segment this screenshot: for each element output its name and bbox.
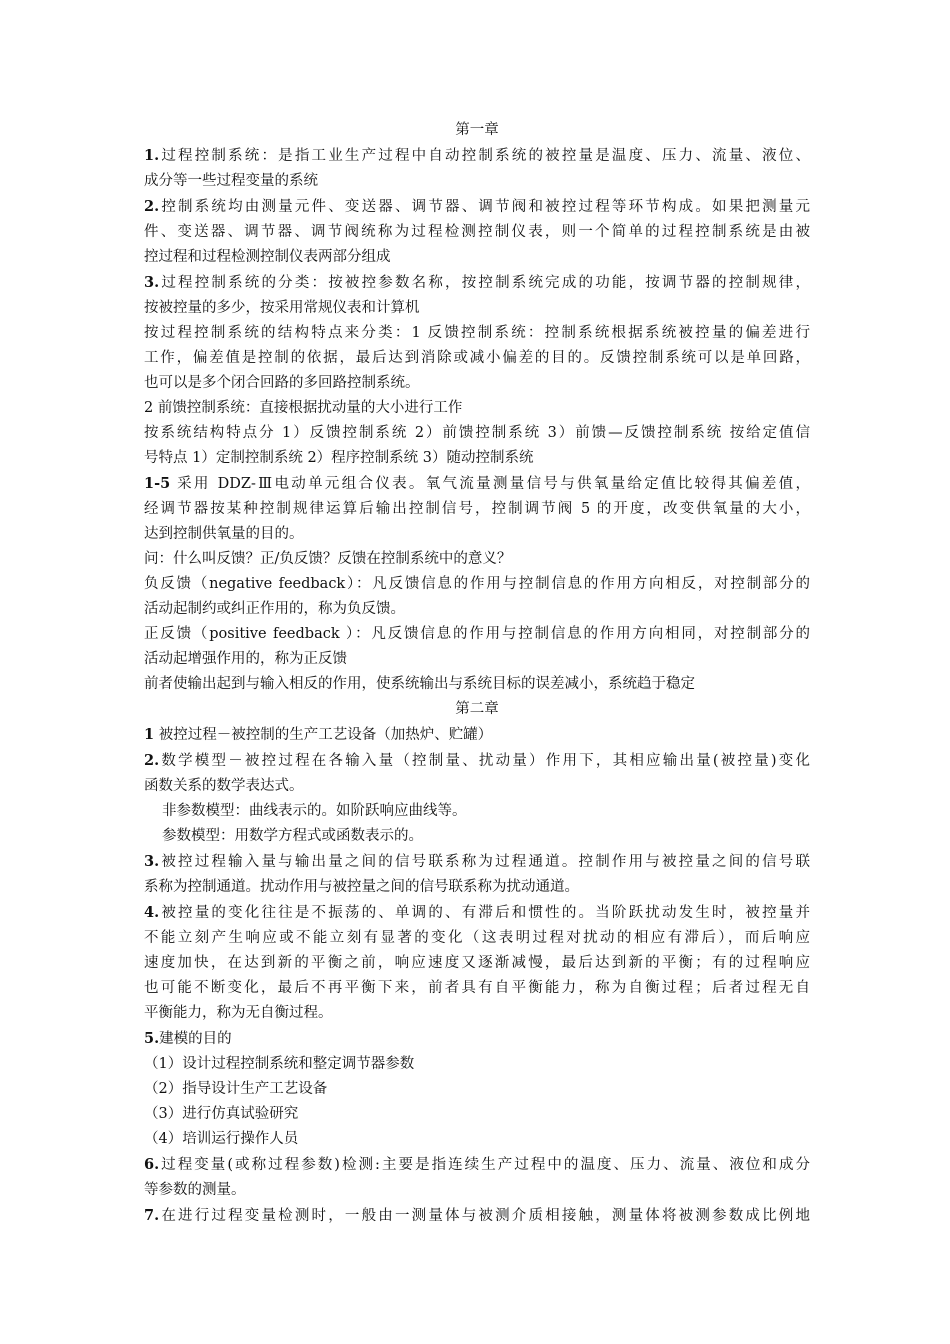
item-number: 1. [144, 147, 160, 164]
paragraph-line: 1-5 采用 DDZ-Ⅲ电动单元组合仪表。氧气流量测量信号与供氧量给定值比较得其偏差值， [144, 475, 810, 492]
paragraph-line: 函数关系的数学表达式。 [144, 778, 304, 794]
paragraph-line: 成分等一些过程变量的系统 [144, 173, 318, 189]
item-number: 2. [144, 198, 160, 215]
paragraph-line: 负反馈（negative feedback）：凡反馈信息的作用与控制信息的作用方向相反，对控制部分的 [144, 576, 810, 592]
item-number: 6. [144, 1156, 160, 1173]
item-number: 1 [144, 726, 155, 743]
paragraph-line: 正反馈（positive feedback ）：凡反馈信息的作用与控制信息的作用方向相同，对控制部分的 [144, 626, 810, 642]
item-number: 3. [144, 274, 160, 291]
paragraph-line: 等参数的测量。 [144, 1182, 246, 1198]
paragraph-line: 4.被控量的变化往往是不振荡的、单调的、有滞后和惯性的。当阶跃扰动发生时，被控量并 [144, 904, 810, 921]
paragraph-line: 2 前馈控制系统：直接根据扰动量的大小进行工作 [144, 400, 463, 416]
item-number: 5. [144, 1030, 160, 1047]
document-page [144, 118, 810, 1229]
paragraph-line: 系称为控制通道。扰动作用与被控量之间的信号联系称为扰动通道。 [144, 879, 579, 895]
item-number: 2. [144, 752, 160, 769]
paragraph-line: 6.过程变量(或称过程参数)检测:主要是指连续生产过程中的温度、压力、流量、液位和成分 [144, 1156, 810, 1173]
paragraph-line: 平衡能力，称为无自衡过程。 [144, 1005, 333, 1021]
paragraph-line: 7.在进行过程变量检测时，一般由一测量体与被测介质相接触，测量体将被测参数成比例地 [144, 1207, 810, 1224]
list-item: （1）设计过程控制系统和整定调节器参数 [144, 1056, 415, 1072]
item-number: 1-5 [144, 475, 171, 492]
paragraph-line: 控过程和过程检测控制仪表两部分组成 [144, 249, 391, 265]
paragraph-line: 5.建模的目的 [144, 1030, 232, 1047]
item-number: 7. [144, 1207, 160, 1224]
paragraph-line: 也可能不断变化，最后不再平衡下来，前者具有自平衡能力，称为自衡过程；后者过程无自 [144, 980, 810, 996]
paragraph-line: 按系统结构特点分 1）反馈控制系统 2）前馈控制系统 3）前馈—反馈控制系统 按给定值信 [144, 425, 810, 441]
paragraph-line: 按被控量的多少，按采用常规仪表和计算机 [144, 300, 420, 316]
item-number: 3. [144, 853, 160, 870]
chapter1-title: 第一章 [455, 122, 499, 138]
paragraph-line: 3.被控过程输入量与输出量之间的信号联系称为过程通道。控制作用与被控量之间的信号联 [144, 853, 810, 870]
paragraph-line: 3.过程控制系统的分类：按被控参数名称，按控制系统完成的功能，按调节器的控制规律， [144, 274, 810, 291]
paragraph-line: 工作，偏差值是控制的依据，最后达到消除或减小偏差的目的。反馈控制系统可以是单回路， [144, 350, 810, 366]
paragraph-line: 也可以是多个闭合回路的多回路控制系统。 [144, 375, 420, 391]
paragraph-line: 1.过程控制系统：是指工业生产过程中自动控制系统的被控量是温度、压力、流量、液位、 [144, 147, 810, 164]
paragraph-line: 2.数学模型－被控过程在各输入量（控制量、扰动量）作用下，其相应输出量(被控量)变化 [144, 752, 810, 769]
paragraph-line: 活动起增强作用的，称为正反馈 [144, 651, 347, 667]
paragraph-line: 1 被控过程－被控制的生产工艺设备（加热炉、贮罐） [144, 726, 493, 743]
list-item: （4）培训运行操作人员 [144, 1131, 299, 1147]
list-item: （3）进行仿真试验研究 [144, 1106, 299, 1122]
paragraph-line: 活动起制约或纠正作用的，称为负反馈。 [144, 601, 405, 617]
paragraph-line: 速度加快，在达到新的平衡之前，响应速度又逐渐减慢，最后达到新的平衡；有的过程响应 [144, 955, 810, 971]
paragraph-line: 问：什么叫反馈？正/负反馈？反馈在控制系统中的意义？ [144, 551, 512, 567]
paragraph-line: 号特点 1）定制控制系统 2）程序控制系统 3）随动控制系统 [144, 450, 534, 466]
paragraph-line: 按过程控制系统的结构特点来分类：1 反馈控制系统：控制系统根据系统被控量的偏差进行 [144, 325, 810, 341]
paragraph-line: 前者使输出起到与输入相反的作用，使系统输出与系统目标的误差减小，系统趋于稳定 [144, 676, 695, 692]
chapter2-title: 第二章 [455, 701, 499, 717]
paragraph-line: 非参数模型：曲线表示的。如阶跃响应曲线等。 [162, 803, 467, 819]
paragraph-line: 达到控制供氧量的目的。 [144, 526, 304, 542]
item-number: 4. [144, 904, 160, 921]
list-item: （2）指导设计生产工艺设备 [144, 1081, 328, 1097]
paragraph-line: 参数模型：用数学方程式或函数表示的。 [162, 828, 423, 844]
paragraph-line: 件、变送器、调节器、调节阀统称为过程检测控制仪表，则一个简单的过程控制系统是由被 [144, 224, 810, 240]
paragraph-line: 不能立刻产生响应或不能立刻有显著的变化（这表明过程对扰动的相应有滞后），而后响应 [144, 930, 810, 946]
paragraph-line: 经调节器按某种控制规律运算后输出控制信号，控制调节阀 5 的开度，改变供氧量的大小， [144, 501, 810, 517]
paragraph-line: 2.控制系统均由测量元件、变送器、调节器、调节阀和被控过程等环节构成。如果把测量元 [144, 198, 810, 215]
